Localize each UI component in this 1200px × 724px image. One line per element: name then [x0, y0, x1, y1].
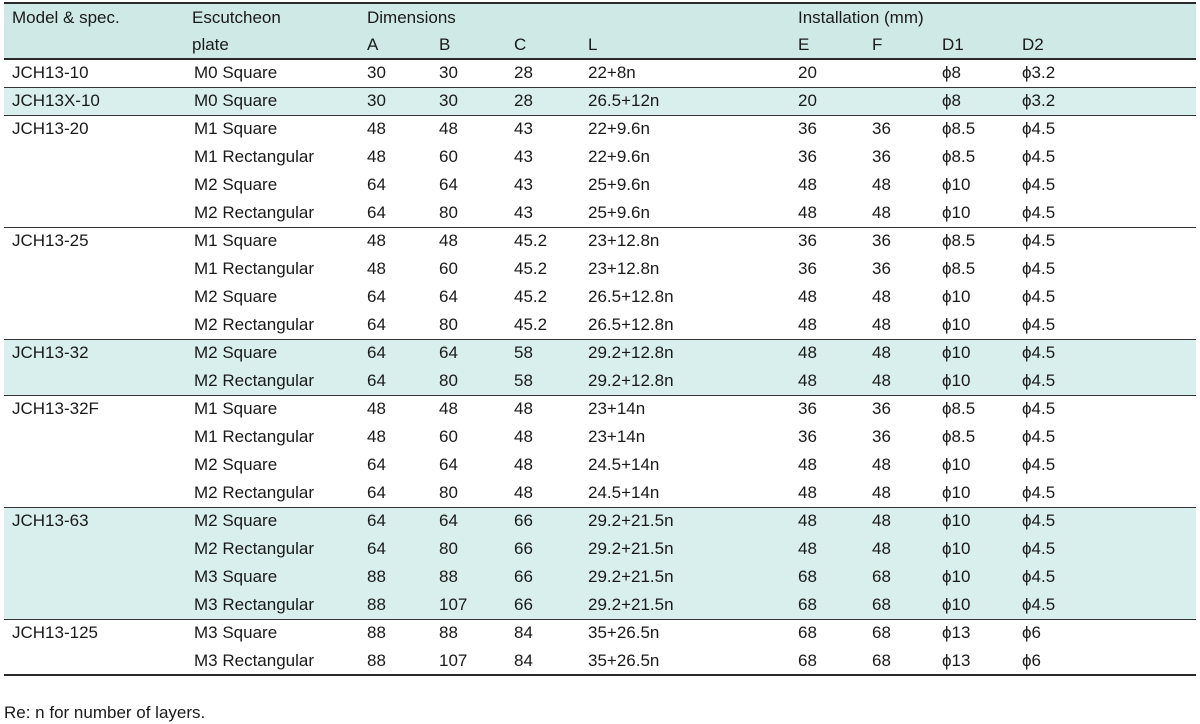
cell-l: 23+14n: [580, 395, 790, 423]
cell-plate: M2 Rectangular: [194, 539, 315, 558]
cell-b: 30: [439, 63, 458, 83]
col-header-escutcheon: Escutcheon: [192, 7, 281, 27]
cell-c: 58: [514, 370, 533, 390]
cell-f: 48: [872, 202, 891, 222]
cell-d2: ϕ4.5: [1014, 507, 1196, 535]
col-header-d2: D2: [1022, 34, 1044, 54]
cell-model: JCH13-125: [4, 619, 184, 647]
cell-b: 88: [439, 567, 458, 586]
table-row: [4, 171, 1196, 199]
cell-d1: ϕ8.5: [942, 427, 976, 446]
cell-e: 36: [798, 147, 817, 166]
cell-c: 43: [514, 202, 533, 222]
cell-f: [864, 59, 934, 87]
table-row: [4, 87, 1196, 115]
cell-plate: M3 Square: [194, 567, 278, 586]
cell-b: 107: [439, 594, 468, 614]
cell-e: 36: [798, 427, 817, 446]
cell-c: 84: [506, 619, 580, 647]
cell-c: 48: [514, 455, 533, 474]
cell-d1: ϕ10: [934, 339, 1014, 367]
cell-model: [4, 199, 184, 227]
cell-c: 48: [514, 482, 533, 502]
table-row: [4, 479, 1196, 507]
cell-c: 48: [506, 395, 580, 423]
cell-e: 68: [798, 567, 817, 586]
cell-model: [4, 423, 184, 451]
cell-l: 29.2+21.5n: [588, 594, 674, 614]
cell-a: 64: [359, 507, 431, 535]
cell-e: 48: [798, 202, 817, 222]
cell-model: JCH13-25: [4, 227, 184, 255]
cell-f: 48: [872, 482, 891, 502]
cell-d2: ϕ4.5: [1022, 259, 1056, 278]
cell-e: 68: [798, 594, 817, 614]
cell-d2: ϕ4.5: [1022, 455, 1056, 474]
cell-d1: ϕ10: [942, 567, 971, 586]
table-header: [4, 3, 1196, 59]
cell-a: 48: [367, 427, 386, 446]
cell-f: 36: [872, 259, 891, 278]
table-row: [4, 59, 1196, 87]
header-row-2: [4, 31, 1196, 59]
cell-a: 88: [359, 647, 431, 675]
cell-model: [4, 451, 184, 479]
cell-plate: M0 Square: [194, 63, 278, 83]
cell-d2: ϕ4.5: [1022, 202, 1056, 222]
cell-f: 48: [864, 507, 934, 535]
cell-d2: ϕ4.5: [1022, 370, 1056, 390]
header-row-1: [4, 3, 1196, 31]
cell-model: JCH13-20: [4, 115, 184, 143]
cell-model: JCH13-32: [4, 339, 184, 367]
cell-c: 45.2: [506, 227, 580, 255]
cell-a: 88: [359, 619, 431, 647]
cell-l: 29.2+21.5n: [588, 539, 674, 558]
cell-model: [4, 143, 184, 171]
cell-e: 48: [798, 175, 817, 194]
cell-b: 48: [431, 395, 506, 423]
cell-l: 26.5+12n: [580, 87, 790, 115]
cell-plate: M2 Square: [184, 339, 359, 367]
cell-b: 64: [431, 339, 506, 367]
cell-l: 23+12.8n: [588, 259, 660, 278]
cell-l: 29.2+21.5n: [588, 567, 674, 586]
cell-d1: ϕ10: [934, 507, 1014, 535]
cell-d2: ϕ4.5: [1022, 147, 1056, 166]
cell-e: 20: [790, 87, 864, 115]
cell-l: 29.2+21.5n: [580, 507, 790, 535]
cell-a: 64: [367, 175, 386, 194]
cell-model: [4, 647, 184, 675]
col-header-d1: D1: [942, 34, 964, 54]
table-body: [4, 59, 1196, 675]
cell-plate: M1 Rectangular: [194, 427, 315, 446]
table-row: [4, 535, 1196, 563]
cell-f: 68: [872, 594, 891, 614]
cell-b: 88: [431, 619, 506, 647]
cell-plate: M0 Square: [184, 87, 359, 115]
cell-l: 22+9.6n: [588, 147, 650, 166]
col-header-e: E: [798, 34, 810, 54]
cell-c: 48: [514, 427, 533, 446]
cell-e: 68: [790, 619, 864, 647]
cell-a: 64: [367, 455, 386, 474]
cell-d2: ϕ6: [1014, 647, 1196, 675]
table-row: [4, 283, 1196, 311]
cell-e: 48: [798, 287, 817, 306]
cell-c: 45.2: [514, 314, 548, 334]
cell-a: 64: [367, 287, 386, 306]
cell-model: [4, 255, 184, 283]
cell-plate: M2 Rectangular: [194, 314, 315, 334]
cell-plate: M2 Square: [194, 287, 278, 306]
cell-plate: M1 Square: [184, 115, 359, 143]
cell-e: 36: [790, 227, 864, 255]
cell-b: 64: [439, 287, 458, 306]
cell-plate: M2 Square: [194, 175, 278, 194]
col-header-model-spec: Model & spec.: [12, 7, 120, 27]
cell-b: 30: [431, 87, 506, 115]
cell-e: 48: [790, 339, 864, 367]
cell-d2: ϕ6: [1014, 619, 1196, 647]
cell-d2: ϕ4.5: [1022, 427, 1056, 446]
table-row: [4, 395, 1196, 423]
cell-f: 48: [872, 175, 891, 194]
col-header-installation: Installation (mm): [798, 7, 924, 27]
cell-model: [4, 591, 184, 619]
cell-b: 80: [439, 314, 458, 334]
cell-f: [864, 87, 934, 115]
cell-l: 22+8n: [588, 63, 636, 83]
cell-d1: ϕ10: [942, 594, 971, 614]
cell-b: 64: [431, 507, 506, 535]
cell-a: 48: [367, 147, 386, 166]
cell-model: JCH13X-10: [4, 87, 184, 115]
cell-plate: M3 Rectangular: [184, 647, 359, 675]
cell-d1: ϕ13: [934, 619, 1014, 647]
cell-model: [4, 479, 184, 507]
cell-a: 48: [359, 227, 431, 255]
table-row: [4, 143, 1196, 171]
cell-d2: ϕ4.5: [1022, 175, 1056, 194]
cell-d2: ϕ4.5: [1014, 395, 1196, 423]
col-header-blank: [4, 31, 184, 59]
cell-d1: ϕ10: [942, 202, 971, 222]
cell-d2: ϕ4.5: [1022, 539, 1056, 558]
cell-a: 30: [359, 87, 431, 115]
cell-e: 68: [790, 647, 864, 675]
cell-l: 26.5+12.8n: [588, 287, 674, 306]
cell-plate: M1 Rectangular: [194, 259, 315, 278]
cell-b: 48: [431, 115, 506, 143]
cell-e: 36: [790, 115, 864, 143]
cell-a: 64: [367, 482, 386, 502]
cell-c: 45.2: [514, 287, 548, 306]
cell-c: 66: [514, 539, 533, 558]
spec-table: [4, 2, 1196, 676]
cell-plate: M1 Rectangular: [194, 147, 315, 166]
cell-d2: ϕ4.5: [1014, 227, 1196, 255]
cell-e: 48: [798, 482, 817, 502]
cell-f: 36: [864, 395, 934, 423]
cell-l: 24.5+14n: [588, 455, 660, 474]
cell-l: 25+9.6n: [588, 175, 650, 194]
cell-l: 35+26.5n: [580, 619, 790, 647]
cell-plate: M2 Rectangular: [194, 370, 315, 390]
cell-model: [4, 563, 184, 591]
cell-d2: ϕ4.5: [1014, 115, 1196, 143]
cell-e: 20: [798, 63, 817, 83]
cell-a: 88: [367, 594, 386, 614]
cell-c: 28: [514, 63, 533, 83]
cell-c: 28: [506, 87, 580, 115]
cell-d2: ϕ4.5: [1014, 339, 1196, 367]
cell-f: 68: [864, 619, 934, 647]
cell-a: 48: [367, 259, 386, 278]
cell-a: 48: [359, 395, 431, 423]
cell-a: 48: [359, 115, 431, 143]
cell-b: 64: [439, 175, 458, 194]
cell-c: 43: [506, 115, 580, 143]
cell-f: 48: [864, 339, 934, 367]
cell-e: 36: [790, 395, 864, 423]
cell-d1: ϕ8: [942, 63, 961, 83]
cell-d2: ϕ4.5: [1022, 567, 1056, 586]
table-row: [4, 619, 1196, 647]
cell-f: 68: [872, 567, 891, 586]
cell-d1: ϕ8: [934, 87, 1014, 115]
cell-model: [4, 311, 184, 339]
cell-f: 48: [872, 314, 891, 334]
table-row: [4, 423, 1196, 451]
table-row: [4, 227, 1196, 255]
cell-model: [4, 283, 184, 311]
cell-d1: ϕ10: [942, 539, 971, 558]
table-row: [4, 367, 1196, 395]
cell-f: 48: [872, 455, 891, 474]
cell-c: 43: [514, 175, 533, 194]
cell-c: 58: [506, 339, 580, 367]
table-row: [4, 591, 1196, 619]
cell-a: 64: [367, 539, 386, 558]
cell-a: 64: [367, 370, 386, 390]
cell-b: 48: [431, 227, 506, 255]
cell-plate: M1 Square: [184, 227, 359, 255]
cell-c: 84: [506, 647, 580, 675]
cell-e: 48: [798, 455, 817, 474]
col-header-f: F: [872, 34, 883, 54]
cell-f: 36: [872, 147, 891, 166]
cell-b: 60: [439, 259, 458, 278]
cell-l: 26.5+12.8n: [588, 314, 674, 334]
cell-c: 66: [514, 567, 533, 586]
cell-l: 29.2+12.8n: [580, 339, 790, 367]
cell-plate: M2 Rectangular: [194, 482, 315, 502]
table-row: [4, 339, 1196, 367]
cell-a: 64: [359, 339, 431, 367]
cell-b: 60: [439, 427, 458, 446]
cell-d1: ϕ8.5: [934, 395, 1014, 423]
cell-plate: M2 Square: [194, 455, 278, 474]
table-row: [4, 311, 1196, 339]
cell-d2: ϕ3.2: [1022, 63, 1056, 83]
table-row: [4, 199, 1196, 227]
col-header-a: A: [367, 34, 379, 54]
cell-f: 48: [872, 370, 891, 390]
col-header-c: C: [514, 34, 527, 54]
cell-b: 80: [439, 539, 458, 558]
cell-model: [4, 171, 184, 199]
cell-l: 24.5+14n: [588, 482, 660, 502]
cell-l: 29.2+12.8n: [588, 370, 674, 390]
cell-model: [4, 535, 184, 563]
footnote: Re: n for number of layers.: [4, 703, 206, 722]
cell-l: 22+9.6n: [580, 115, 790, 143]
table-row: [4, 115, 1196, 143]
cell-d1: ϕ8.5: [942, 259, 976, 278]
cell-plate: M1 Square: [184, 395, 359, 423]
cell-b: 80: [439, 202, 458, 222]
table-row: [4, 507, 1196, 535]
cell-d1: ϕ10: [942, 287, 971, 306]
cell-d2: ϕ4.5: [1022, 594, 1056, 614]
cell-f: 36: [872, 427, 891, 446]
cell-l: 23+14n: [588, 427, 646, 446]
cell-d1: ϕ10: [942, 314, 971, 334]
cell-e: 48: [798, 314, 817, 334]
cell-c: 45.2: [514, 259, 548, 278]
cell-plate: M2 Square: [184, 507, 359, 535]
cell-b: 60: [439, 147, 458, 166]
cell-c: 66: [506, 507, 580, 535]
table-row: [4, 647, 1196, 675]
cell-e: 48: [790, 507, 864, 535]
col-header-dimensions: Dimensions: [367, 7, 456, 27]
cell-model: JCH13-10: [12, 63, 89, 83]
cell-d1: ϕ13: [934, 647, 1014, 675]
cell-d2: ϕ4.5: [1022, 314, 1056, 334]
cell-plate: M3 Square: [184, 619, 359, 647]
table-row: [4, 255, 1196, 283]
cell-d1: ϕ10: [942, 455, 971, 474]
cell-d2: ϕ3.2: [1014, 87, 1196, 115]
col-header-plate: plate: [192, 34, 229, 54]
cell-f: 68: [864, 647, 934, 675]
cell-d1: ϕ8.5: [942, 147, 976, 166]
cell-f: 36: [864, 115, 934, 143]
table-row: [4, 451, 1196, 479]
cell-e: 48: [798, 370, 817, 390]
cell-f: 36: [864, 227, 934, 255]
cell-b: 80: [439, 370, 458, 390]
cell-l: 25+9.6n: [588, 202, 650, 222]
table-row: [4, 563, 1196, 591]
cell-c: 66: [514, 594, 533, 614]
col-header-l: L: [588, 34, 598, 54]
cell-d2: ϕ4.5: [1022, 482, 1056, 502]
cell-a: 64: [367, 314, 386, 334]
cell-d1: ϕ10: [942, 370, 971, 390]
cell-e: 48: [798, 539, 817, 558]
cell-a: 88: [367, 567, 386, 586]
cell-model: [4, 367, 184, 395]
cell-d1: ϕ10: [942, 175, 971, 194]
col-header-b: B: [439, 34, 451, 54]
cell-b: 64: [439, 455, 458, 474]
cell-l: 35+26.5n: [580, 647, 790, 675]
cell-d1: ϕ8.5: [934, 115, 1014, 143]
cell-d2: ϕ4.5: [1022, 287, 1056, 306]
cell-a: 30: [367, 63, 386, 83]
cell-d1: ϕ10: [942, 482, 971, 502]
cell-l: 23+12.8n: [580, 227, 790, 255]
cell-f: 48: [872, 287, 891, 306]
cell-model: JCH13-32F: [4, 395, 184, 423]
cell-plate: M2 Rectangular: [194, 202, 315, 222]
cell-e: 36: [798, 259, 817, 278]
cell-model: JCH13-63: [4, 507, 184, 535]
cell-f: 48: [872, 539, 891, 558]
cell-c: 43: [514, 147, 533, 166]
cell-b: 80: [439, 482, 458, 502]
cell-d1: ϕ8.5: [934, 227, 1014, 255]
cell-b: 107: [431, 647, 506, 675]
cell-a: 64: [367, 202, 386, 222]
cell-plate: M3 Rectangular: [194, 594, 315, 614]
